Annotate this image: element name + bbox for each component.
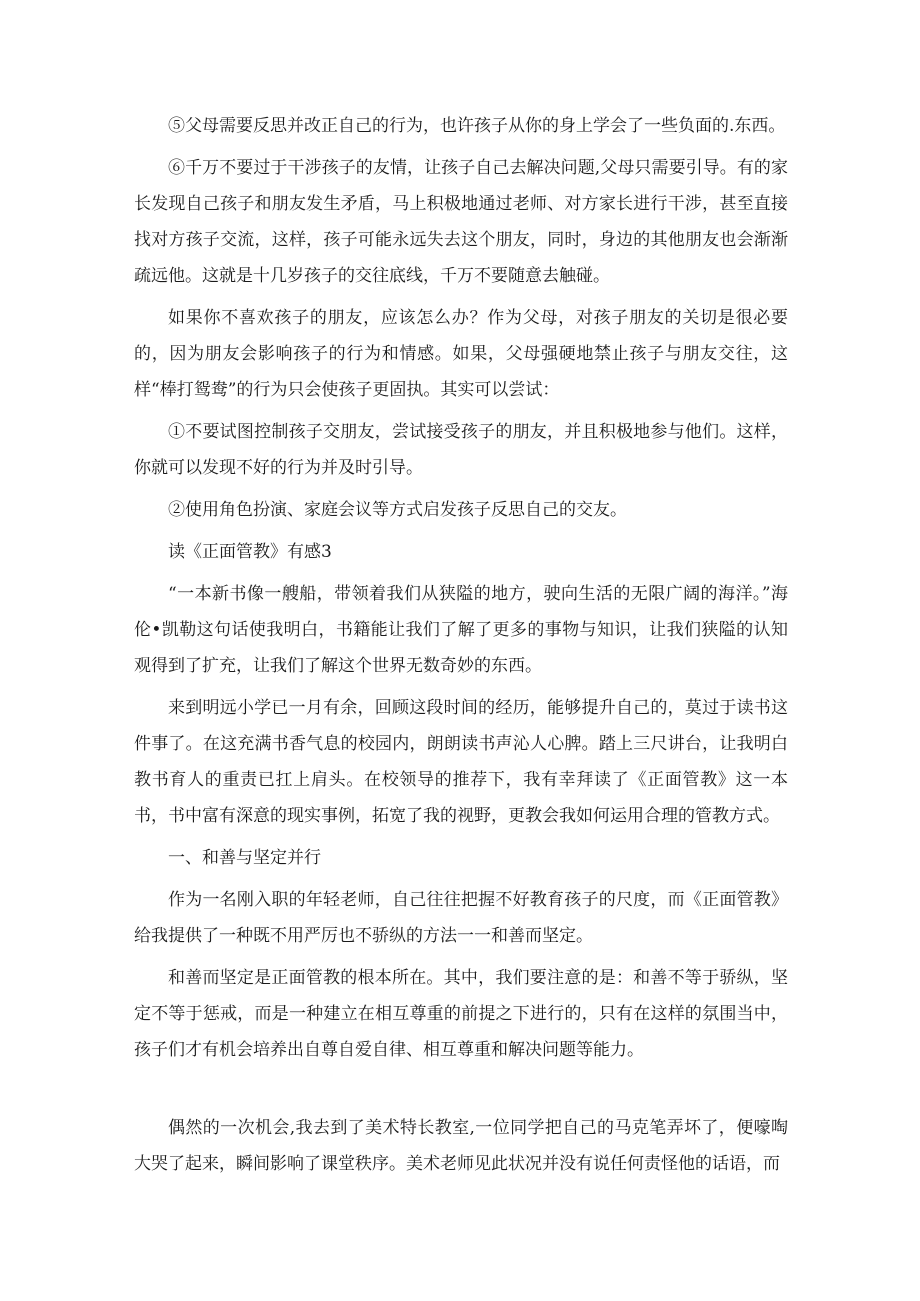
paragraph: 来到明远小学已一月有余，回顾这段时间的经历，能够提升自己的，莫过于读书这件事了。在这充满书香气息的校园内，朗朗读书声沁人心脾。踏上三尺讲台，让我明白教书育人的重责已扛上肩头。在校领导的推荐下，我有幸拜读了《正面管教》这一本书，书中富有深意的现实事例，拓宽了我的视野，更教会我如何运用合理的管教方式。 [134,698,788,826]
paragraph: ②使用角色扮演、家庭会议等方式启发孩子反思自己的交友。 [168,500,627,520]
paragraph: “一本新书像一艘船，带领着我们从狭隘的地方，驶向生活的无限广阔的海洋。”海伦•凯勒这句话使我明白，书籍能让我们了解了更多的事物与知识，让我们狭隘的认知观得到了扩充，让我们了解这个世界无数奇妙的东西。 [134,584,788,676]
paragraph: ⑥千万不要过于干涉孩子的友情，让孩子自己去解决问题,父母只需要引导。有的家长发现自己孩子和朋友发生矛盾，马上积极地通过老师、对方家长进行干涉，甚至直接找对方孩子交流，这样，孩子可能永远失去这个朋友，同时，身边的其他朋友也会渐渐疏远他。这就是十几岁孩子的交往底线，千万不要随意去触碰。 [134,158,788,286]
paragraph: 作为一名刚入职的年轻老师，自己往往把握不好教育孩子的尺度，而《正面管教》给我提供了一种既不用严厉也不骄纵的方法一一和善而坚定。 [134,890,788,946]
section-title: 读《正面管教》有感3 [168,542,332,562]
paragraph: ①不要试图控制孩子交朋友，尝试接受孩子的朋友，并且积极地参与他们。这样，你就可以发现不好的行为并及时引导。 [134,422,788,478]
document-body [134,108,788,1182]
paragraph: 偶然的一次机会,我去到了美术特长教室,一位同学把自己的马克笔弄坏了，便嚎啕大哭了起来，瞬间影响了课堂秩序。美术老师见此状况并没有说任何责怪他的话语，而 [134,1118,788,1174]
blank-line [134,1068,788,1110]
paragraph: 如果你不喜欢孩子的朋友，应该怎么办？作为父母，对孩子朋友的关切是很必要的，因为朋友会影响孩子的行为和情感。如果，父母强硬地禁止孩子与朋友交往，这样“棒打鸳鸯”的行为只会使孩子更固执。其实可以尝试： [134,308,788,400]
paragraph: 和善而坚定是正面管教的根本所在。其中，我们要注意的是：和善不等于骄纵，坚定不等于惩戒，而是一种建立在相互尊重的前提之下进行的，只有在这样的氛围当中，孩子们才有机会培养出自尊自爱自律、相互尊重和解决问题等能力。 [134,968,788,1060]
section-heading: 一、和善与坚定并行 [168,848,321,868]
paragraph: ⑤父母需要反思并改正自己的行为，也许孩子从你的身上学会了一些负面的.东西。 [168,116,786,136]
